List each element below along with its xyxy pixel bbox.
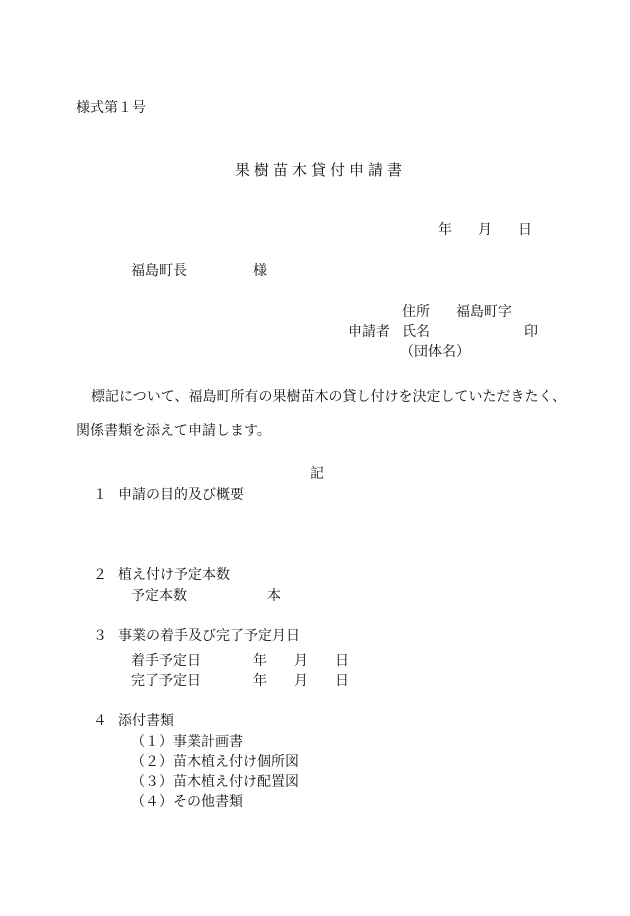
section-4-number: ４ bbox=[93, 713, 107, 729]
attachment-item: （１）事業計画書 bbox=[131, 734, 243, 750]
date-day: 日 bbox=[518, 222, 532, 238]
section-2-heading: 植え付け予定本数 bbox=[118, 567, 230, 583]
start-date-label: 着手予定日 bbox=[131, 653, 201, 669]
date-year: 年 bbox=[438, 222, 452, 238]
date-month: 月 bbox=[478, 222, 492, 238]
applicant-label: 申請者 bbox=[348, 324, 390, 340]
name-label: 氏名 bbox=[402, 324, 430, 340]
body-text-line2: 関係書類を添えて申請します。 bbox=[76, 423, 271, 439]
planned-count-label: 予定本数 bbox=[131, 588, 187, 604]
end-date-month: 月 bbox=[294, 673, 308, 689]
section-2-number: ２ bbox=[93, 567, 107, 583]
body-text-line1: 標記について、福島町所有の果樹苗木の貸し付けを決定していただきたく、 bbox=[91, 389, 567, 405]
section-3-number: ３ bbox=[93, 628, 107, 644]
start-date-month: 月 bbox=[294, 653, 308, 669]
section-3-heading: 事業の着手及び完了予定月日 bbox=[118, 628, 300, 644]
address-label: 住所 bbox=[402, 304, 430, 320]
form-number: 様式第１号 bbox=[76, 100, 146, 116]
seal-mark: 印 bbox=[524, 324, 538, 340]
addressee-honorific: 様 bbox=[253, 263, 267, 279]
end-date-day: 日 bbox=[335, 673, 349, 689]
ki-heading: 記 bbox=[310, 466, 324, 482]
document-title: 果樹苗木貸付申請書 bbox=[235, 161, 407, 179]
attachment-item: （２）苗木植え付け個所図 bbox=[131, 754, 299, 770]
end-date-label: 完了予定日 bbox=[131, 673, 201, 689]
group-name-label: （団体名） bbox=[400, 344, 470, 360]
attachment-item: （４）その他書類 bbox=[131, 794, 243, 810]
planned-count-unit: 本 bbox=[267, 588, 281, 604]
end-date-year: 年 bbox=[253, 673, 267, 689]
section-4-heading: 添付書類 bbox=[118, 713, 174, 729]
section-1-heading: 申請の目的及び概要 bbox=[118, 487, 244, 503]
attachment-item: （３）苗木植え付け配置図 bbox=[131, 774, 299, 790]
address-value: 福島町字 bbox=[456, 304, 512, 320]
start-date-year: 年 bbox=[253, 653, 267, 669]
section-1-number: １ bbox=[93, 487, 107, 503]
addressee-name: 福島町長 bbox=[131, 263, 187, 279]
start-date-day: 日 bbox=[335, 653, 349, 669]
